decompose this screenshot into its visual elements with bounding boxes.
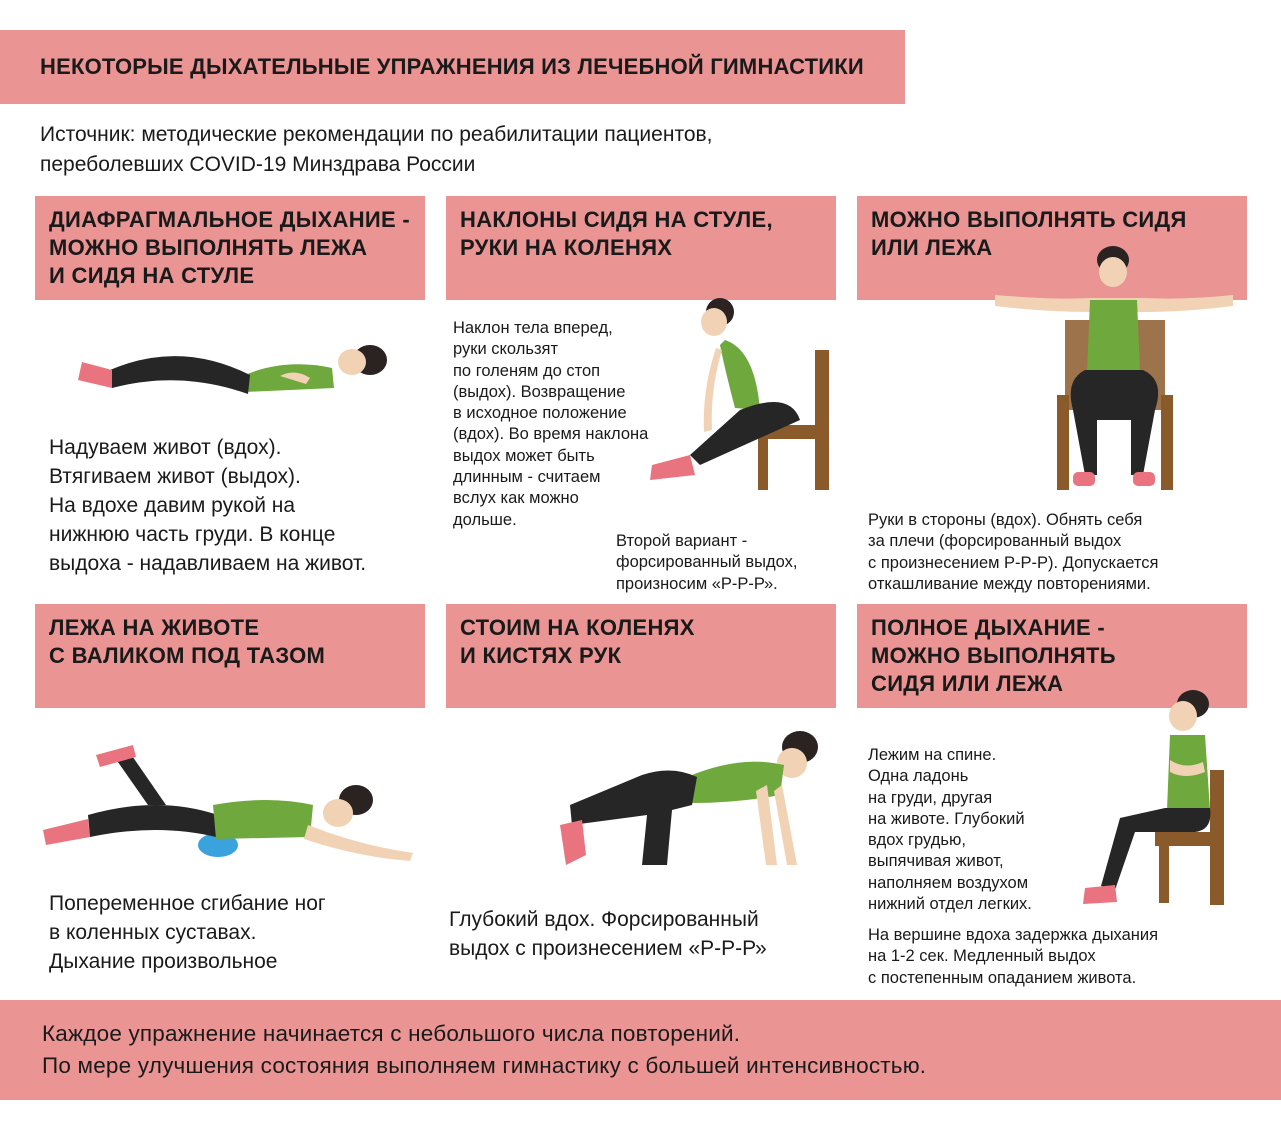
card-title-lying-roller: ЛЕЖА НА ЖИВОТЕ С ВАЛИКОМ ПОД ТАЗОМ	[35, 604, 425, 708]
source-line-2: переболевших COVID-19 Минздрава России	[40, 153, 476, 176]
card-title-bends-chair: НАКЛОНЫ СИДЯ НА СТУЛЕ, РУКИ НА КОЛЕНЯХ	[446, 196, 836, 300]
card-text-sit-or-lie: Руки в стороны (вдох). Обнять себя за плечи (форсированный выдох с произнесением Р-Р-Р). Допускается откашливание между повторениями.	[868, 511, 1159, 593]
footer-line-2: По мере улучшения состояния выполняем гимнастику с большей интенсивностью.	[42, 1053, 927, 1078]
source-text	[40, 120, 713, 180]
card-note-full-breathing: На вершине вдоха задержка дыхания на 1-2 сек. Медленный выдох с постепенным опаданием живота.	[868, 926, 1159, 987]
card-note-bends-chair: Второй вариант - форсированный выдох, произносим «Р-Р-Р».	[616, 532, 798, 593]
card-title-kneeling: СТОИМ НА КОЛЕНЯХ И КИСТЯХ РУК	[446, 604, 836, 708]
kneeling-figure-illustration	[552, 725, 832, 875]
card-text-bends-chair: Наклон тела вперед, руки скользят по голеням до стоп (выдох). Возвращение в исходное положение (вдох). Во время наклона выдох может быть длинным - считаем вслух как можно дольше.	[453, 319, 649, 529]
footer-note	[0, 1000, 1281, 1100]
card-text-full-breathing: Лежим на спине. Одна ладонь на груди, другая на животе. Глубокий вдох грудью, выпячивая живот, наполняем воздухом нижний отдел легких.	[868, 746, 1032, 914]
card-title-full-breathing: ПОЛНОЕ ДЫХАНИЕ - МОЖНО ВЫПОЛНЯТЬ СИДЯ ИЛИ ЛЕЖА	[857, 604, 1247, 708]
arms-spread-figure-illustration	[995, 240, 1235, 495]
card-text-kneeling: Глубокий вдох. Форсированный выдох с произнесением «Р-Р-Р»	[449, 908, 767, 960]
footer-line-1: Каждое упражнение начинается с небольшого числа повторений.	[42, 1021, 741, 1046]
sitting-bend-figure-illustration	[640, 290, 840, 500]
source-line-1: Источник: методические рекомендации по реабилитации пациентов,	[40, 123, 713, 146]
page-title: НЕКОТОРЫЕ ДЫХАТЕЛЬНЫЕ УПРАЖНЕНИЯ ИЗ ЛЕЧЕБНОЙ ГИМНАСТИКИ	[0, 30, 905, 104]
card-title-diaphragm: ДИАФРАГМАЛЬНОЕ ДЫХАНИЕ - МОЖНО ВЫПОЛНЯТЬ ЛЕЖА И СИДЯ НА СТУЛЕ	[35, 196, 425, 300]
card-title-sit-or-lie: МОЖНО ВЫПОЛНЯТЬ СИДЯ ИЛИ ЛЕЖА	[857, 196, 1247, 300]
prone-roller-figure-illustration	[38, 745, 418, 865]
lying-figure-illustration	[70, 330, 400, 410]
seated-breathing-figure-illustration	[1075, 690, 1235, 915]
card-text-lying-roller: Попеременное сгибание ног в коленных суставах. Дыхание произвольное	[49, 892, 326, 973]
card-text-diaphragm: Надуваем живот (вдох). Втягиваем живот (выдох). На вдохе давим рукой на нижнюю часть груди. В конце выдоха - надавливаем на живот.	[49, 436, 367, 575]
